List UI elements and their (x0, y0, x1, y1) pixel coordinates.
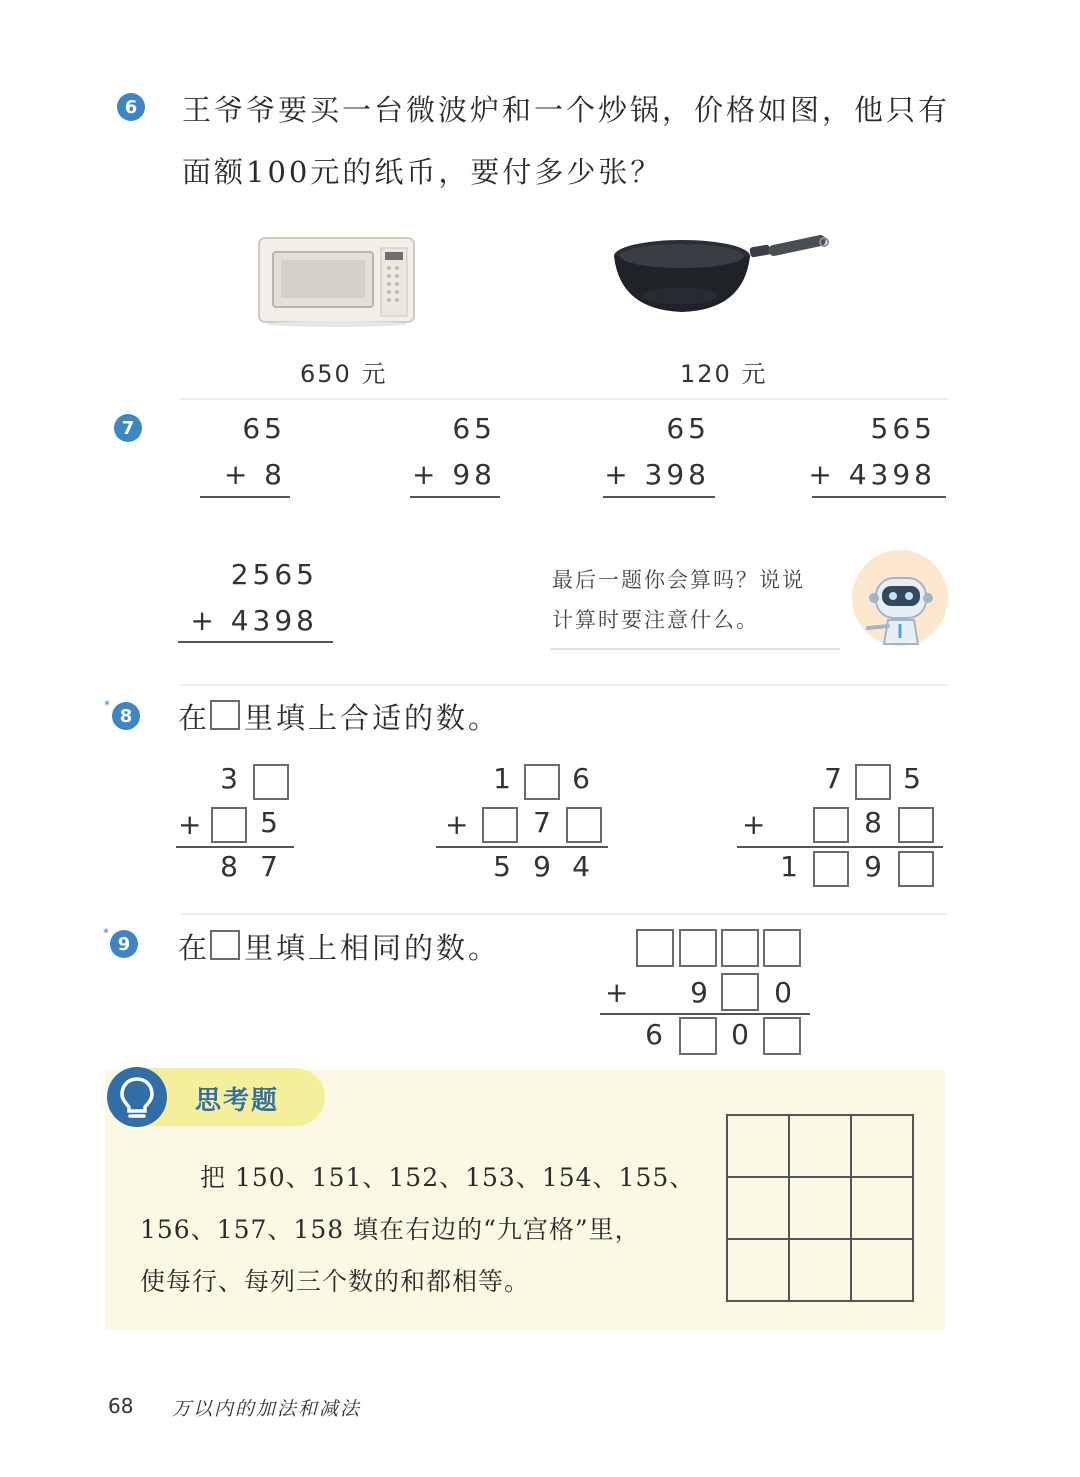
optional-star: * (104, 698, 110, 712)
microwave-image (255, 232, 420, 327)
grid-cell[interactable] (851, 1115, 913, 1177)
q8-p3-answer-box[interactable] (813, 851, 849, 887)
q8-p3-digit: 7 (824, 762, 842, 795)
q8-p1-digit: 5 (260, 806, 278, 839)
lightbulb-icon (106, 1066, 168, 1128)
grid-cell[interactable] (727, 1177, 789, 1239)
q8-p2-answer-box[interactable] (524, 764, 560, 800)
q9-digit: 0 (731, 1018, 749, 1051)
q8-p2-line (436, 846, 608, 848)
microwave-price: 650 元 (300, 360, 388, 388)
q7-p1-top: 65 (242, 412, 286, 445)
q8-p2-digit: 9 (533, 850, 551, 883)
chapter-title: 万以内的加法和减法 (172, 1398, 362, 1420)
wok-price: 120 元 (680, 360, 768, 388)
separator (180, 684, 948, 686)
q7-p4-bottom: + 4398 (808, 458, 936, 491)
q9-answer-box[interactable] (763, 929, 801, 967)
q9-answer-box[interactable] (679, 929, 717, 967)
q9-answer-box[interactable] (721, 973, 759, 1011)
robot-hint-bubble (550, 558, 840, 650)
q8-p2-answer-box[interactable] (566, 807, 602, 843)
q9-answer-box[interactable] (679, 1017, 717, 1055)
grid-cell[interactable] (727, 1115, 789, 1177)
grid-cell[interactable] (851, 1239, 913, 1301)
example-box (210, 700, 240, 730)
q8-p2-plus: + (445, 808, 469, 841)
q8-p1-digit: 7 (260, 850, 278, 883)
thinking-line1: 把 150、151、152、153、154、155、 (200, 1163, 696, 1192)
q8-p2-digit: 4 (572, 850, 590, 883)
thinking-line2: 156、157、158 填在右边的“九宫格”里， (140, 1215, 641, 1244)
separator (180, 913, 948, 915)
q8-p3-line (737, 846, 943, 848)
q8-p2-digit: 6 (572, 762, 590, 795)
q9-line (600, 1013, 810, 1015)
q9-digit: 9 (690, 976, 708, 1009)
grid-cell[interactable] (851, 1177, 913, 1239)
optional-star: * (103, 926, 109, 940)
q8-p2-digit: 5 (493, 850, 511, 883)
q7-p3-line (603, 496, 715, 498)
question-9-suffix: 里填上相同的数。 (244, 931, 501, 965)
question-9-badge: 9 (110, 930, 138, 958)
thinking-title: 思考题 (195, 1086, 280, 1116)
wok-image (610, 232, 835, 317)
q8-p2-digit: 7 (533, 806, 551, 839)
robot-icon (848, 548, 950, 652)
q9-answer-box[interactable] (763, 1017, 801, 1055)
q8-p1-digit: 8 (220, 850, 238, 883)
q8-p1-digit: 3 (220, 762, 238, 795)
q8-p3-digit: 8 (864, 806, 882, 839)
q7-p1-line (200, 496, 290, 498)
q9-answer-box[interactable] (636, 929, 674, 967)
q7-p2-bottom: + 98 (412, 458, 496, 491)
q8-p1-answer-box[interactable] (253, 764, 289, 800)
question-8-badge: 8 (112, 702, 140, 730)
question-6-line1: 王爷爷要买一台微波炉和一个炒锅，价格如图，他只有 (182, 93, 951, 127)
q8-p2-answer-box[interactable] (482, 807, 518, 843)
q9-digit: 0 (774, 976, 792, 1009)
q7-p1-bottom: + 8 (223, 458, 286, 491)
grid-cell[interactable] (789, 1177, 851, 1239)
example-box (210, 930, 240, 960)
q8-p3-plus: + (742, 808, 766, 841)
q8-p3-digit: 5 (903, 762, 921, 795)
separator (180, 398, 948, 400)
q9-digit: 6 (645, 1018, 663, 1051)
grid-cell[interactable] (727, 1239, 789, 1301)
q8-p3-answer-box[interactable] (813, 807, 849, 843)
question-8-prefix: 在 (178, 701, 211, 735)
q8-p1-plus: + (178, 808, 202, 841)
q7-p3-top: 65 (666, 412, 710, 445)
q7-p2-top: 65 (452, 412, 496, 445)
q8-p1-line (176, 846, 294, 848)
q8-p3-digit: 9 (864, 850, 882, 883)
q8-p2-digit: 1 (493, 762, 511, 795)
q9-answer-box[interactable] (721, 929, 759, 967)
q7-p4-line (812, 496, 946, 498)
q8-p1-answer-box[interactable] (211, 807, 247, 843)
q8-p3-answer-box[interactable] (855, 764, 891, 800)
page-number: 68 (108, 1394, 134, 1418)
q8-p3-answer-box[interactable] (898, 807, 934, 843)
robot-hint-line1: 最后一题你会算吗？说说 (552, 568, 805, 592)
q9-plus: + (605, 976, 629, 1009)
robot-hint-line2: 计算时要注意什么。 (552, 608, 759, 632)
grid-cell[interactable] (789, 1115, 851, 1177)
magic-square-grid (726, 1114, 914, 1302)
q7-p5-bottom: + 4398 (190, 604, 318, 637)
q7-p5-top: 2565 (230, 558, 318, 591)
q7-p3-bottom: + 398 (604, 458, 710, 491)
question-6-line2: 面额100元的纸币，要付多少张？ (182, 155, 663, 189)
question-7-badge: 7 (114, 414, 142, 442)
q8-p3-digit: 1 (780, 850, 798, 883)
question-8-suffix: 里填上合适的数。 (244, 701, 501, 735)
question-6-badge: 6 (117, 93, 145, 121)
thinking-line3: 使每行、每列三个数的和都相等。 (140, 1267, 531, 1296)
q7-p2-line (410, 496, 500, 498)
q7-p4-top: 565 (870, 412, 936, 445)
question-9-prefix: 在 (178, 931, 211, 965)
grid-cell[interactable] (789, 1239, 851, 1301)
q7-p5-line (178, 641, 333, 643)
q8-p3-answer-box[interactable] (898, 851, 934, 887)
